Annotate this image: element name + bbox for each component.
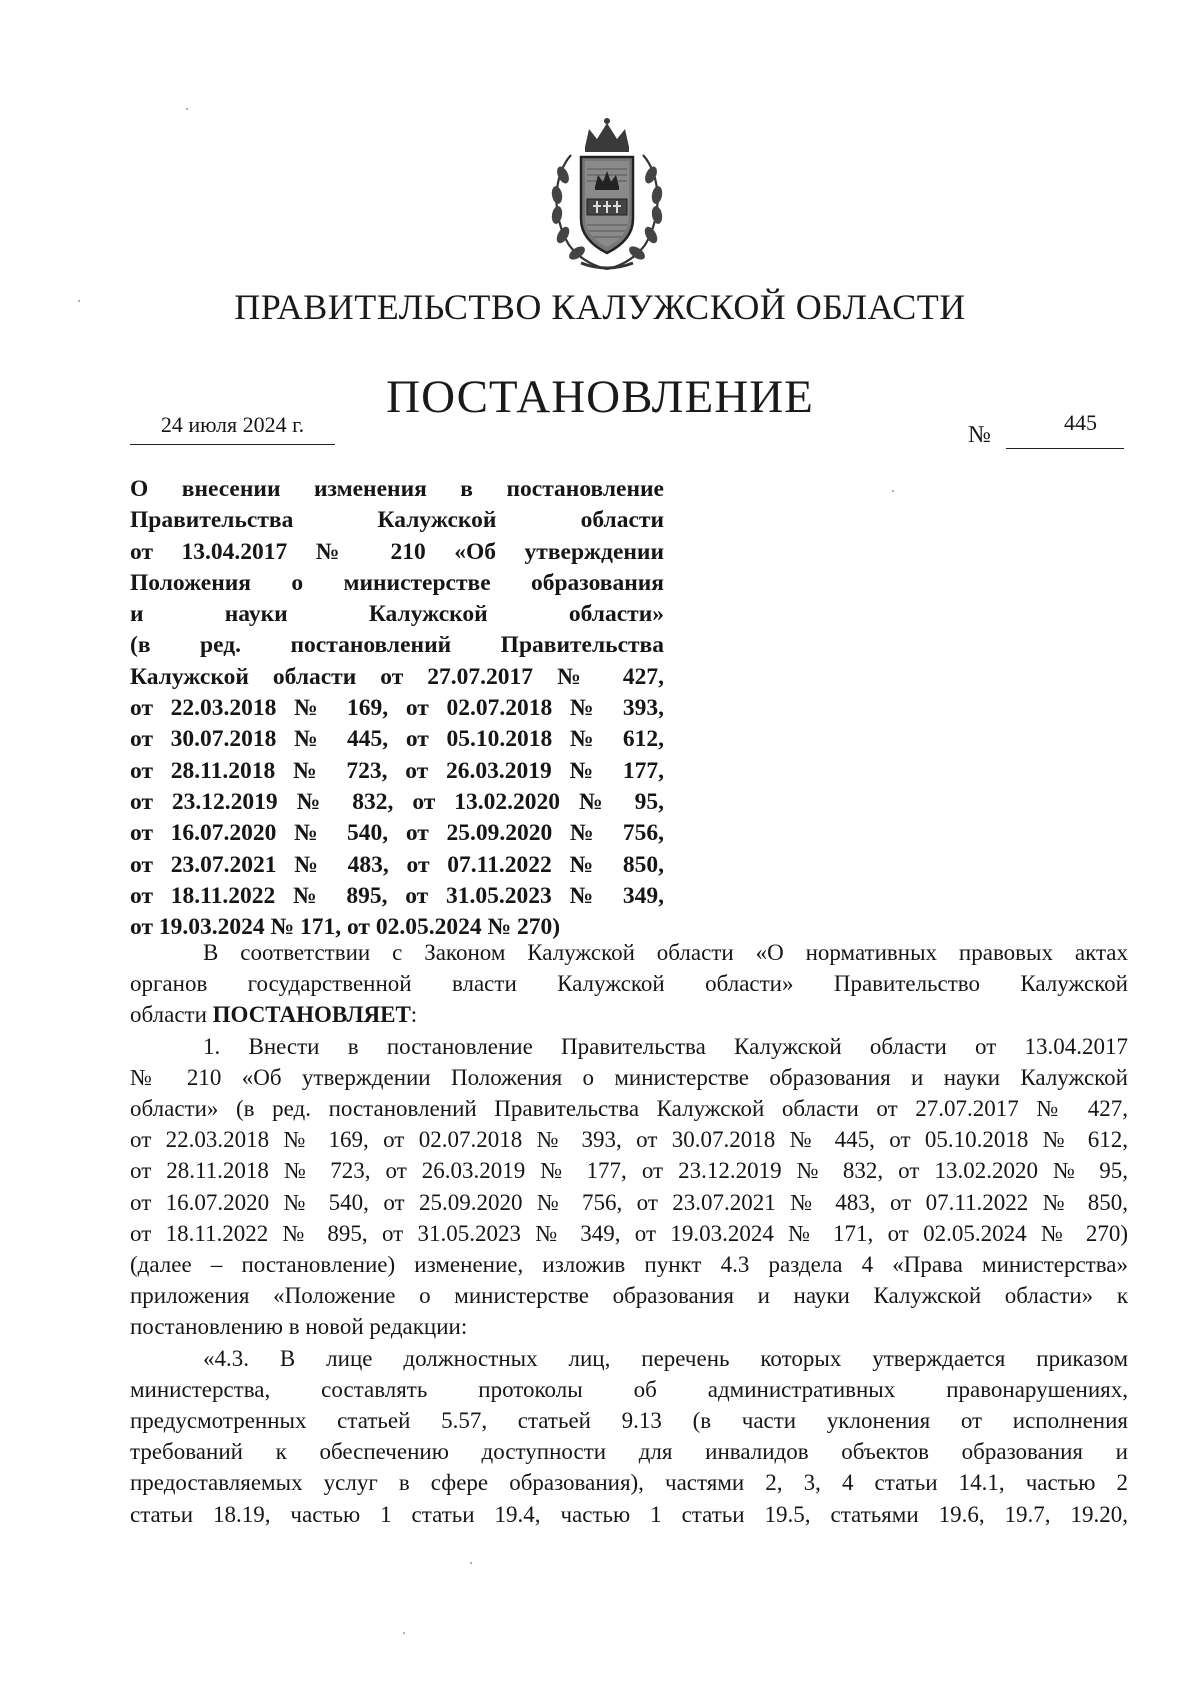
subject-line: Калужской области от 27.07.2017 № 427, [130,663,664,690]
number-value: 445 [1064,410,1097,435]
subject-line: от 18.11.2022 № 895, от 31.05.2023 № 349, [130,882,664,909]
item-4-3-line: предоставляемых услуг в сфере образования), частями 2, 3, 4 статьи 14.1, частью 2 [130,1470,1128,1496]
decree-colon: : [410,1002,418,1028]
item-4-3-line: министерства, составлять протоколы об административных правонарушениях, [130,1376,1128,1402]
subject-line: Положения о министерстве образования [130,569,664,596]
subject-line: Правительства Калужской области [130,507,664,534]
subject-line: от 23.12.2019 № 832, от 13.02.2020 № 95, [130,788,664,815]
item-4-3-line: статьи 18.19, частью 1 статьи 19.4, частью 1 статьи 19.5, статьями 19.6, 19.7, 19.20, [130,1501,1128,1527]
document-number [968,410,1124,450]
preamble-line: органов государственной власти Калужской области» Правительство Калужской [130,971,1128,997]
subject-line: и науки Калужской области» [130,601,664,628]
number-underline [1006,448,1124,449]
item-1-line: от 18.11.2022 № 895, от 31.05.2023 № 349, от 19.03.2024 № 171, от 02.05.2024 № 270) [130,1220,1128,1246]
item-1-line: от 28.11.2018 № 723, от 26.03.2019 № 177, от 23.12.2019 № 832, от 13.02.2020 № 95, [130,1158,1128,1184]
item-1-line: (далее – постановление) изменение, изложив пункт 4.3 раздела 4 «Права министерства» [130,1252,1128,1278]
scan-speck [470,1562,472,1564]
scan-speck [892,490,894,492]
document-date: 24 июля 2024 г. [130,412,335,445]
item-4-3-line: требований к обеспечению доступности для инвалидов объектов образования и [130,1439,1128,1465]
scan-speck [186,108,188,110]
preamble-tail: области [130,1002,213,1028]
subject-line: от 23.07.2021 № 483, от 07.11.2022 № 850, [130,851,664,878]
preamble-line: В соответствии с Законом Калужской области «О нормативных правовых актах [203,940,1128,965]
subject-line: от 16.07.2020 № 540, от 25.09.2020 № 756, [130,820,664,847]
government-title: ПРАВИТЕЛЬСТВО КАЛУЖСКОЙ ОБЛАСТИ [234,287,966,327]
subject-line: О внесении изменения в постановление [130,476,664,502]
item-1-line: приложения «Положение о министерстве образования и науки Калужской области» к [130,1283,1128,1309]
item-1-line: постановлению в новой редакции: [130,1314,468,1340]
subject-line: от 28.11.2018 № 723, от 26.03.2019 № 177, [130,757,664,784]
document-body [130,937,1128,1530]
number-sign: № [968,422,991,448]
decree-word: ПОСТАНОВЛЯЕТ [212,1002,411,1028]
coat-of-arms-emblem [541,115,673,273]
subject-line: от 13.04.2017 № 210 «Об утверждении [130,538,664,565]
scan-speck [403,1632,405,1634]
item-4-3-line: предусмотренных статьей 5.57, статьей 9.13 (в части уклонения от исполнения [130,1408,1128,1434]
document-subject [130,474,664,943]
document-type: ПОСТАНОВЛЕНИЕ [386,371,814,423]
subject-line: (в ред. постановлений Правительства [130,632,664,659]
item-1-line: 1. Внести в постановление Правительства Калужской области от 13.04.2017 [203,1033,1128,1059]
scan-speck [78,300,80,302]
item-1-line: от 16.07.2020 № 540, от 25.09.2020 № 756, от 23.07.2021 № 483, от 07.11.2022 № 850, [130,1189,1128,1215]
subject-line: от 22.03.2018 № 169, от 02.07.2018 № 393, [130,695,664,722]
item-4-3-line: «4.3. В лице должностных лиц, перечень которых утверждается приказом [203,1345,1128,1371]
item-1-line: № 210 «Об утверждении Положения о министерстве образования и науки Калужской [130,1064,1128,1090]
item-1-line: области» (в ред. постановлений Правительства Калужской области от 27.07.2017 № 427, [130,1096,1128,1122]
subject-line: от 19.03.2024 № 171, от 02.05.2024 № 270) [130,914,561,941]
preamble-decree-line [130,999,1128,1030]
item-1-line: от 22.03.2018 № 169, от 02.07.2018 № 393, от 30.07.2018 № 445, от 05.10.2018 № 612, [130,1127,1128,1153]
subject-line: от 30.07.2018 № 445, от 05.10.2018 № 612, [130,726,664,753]
